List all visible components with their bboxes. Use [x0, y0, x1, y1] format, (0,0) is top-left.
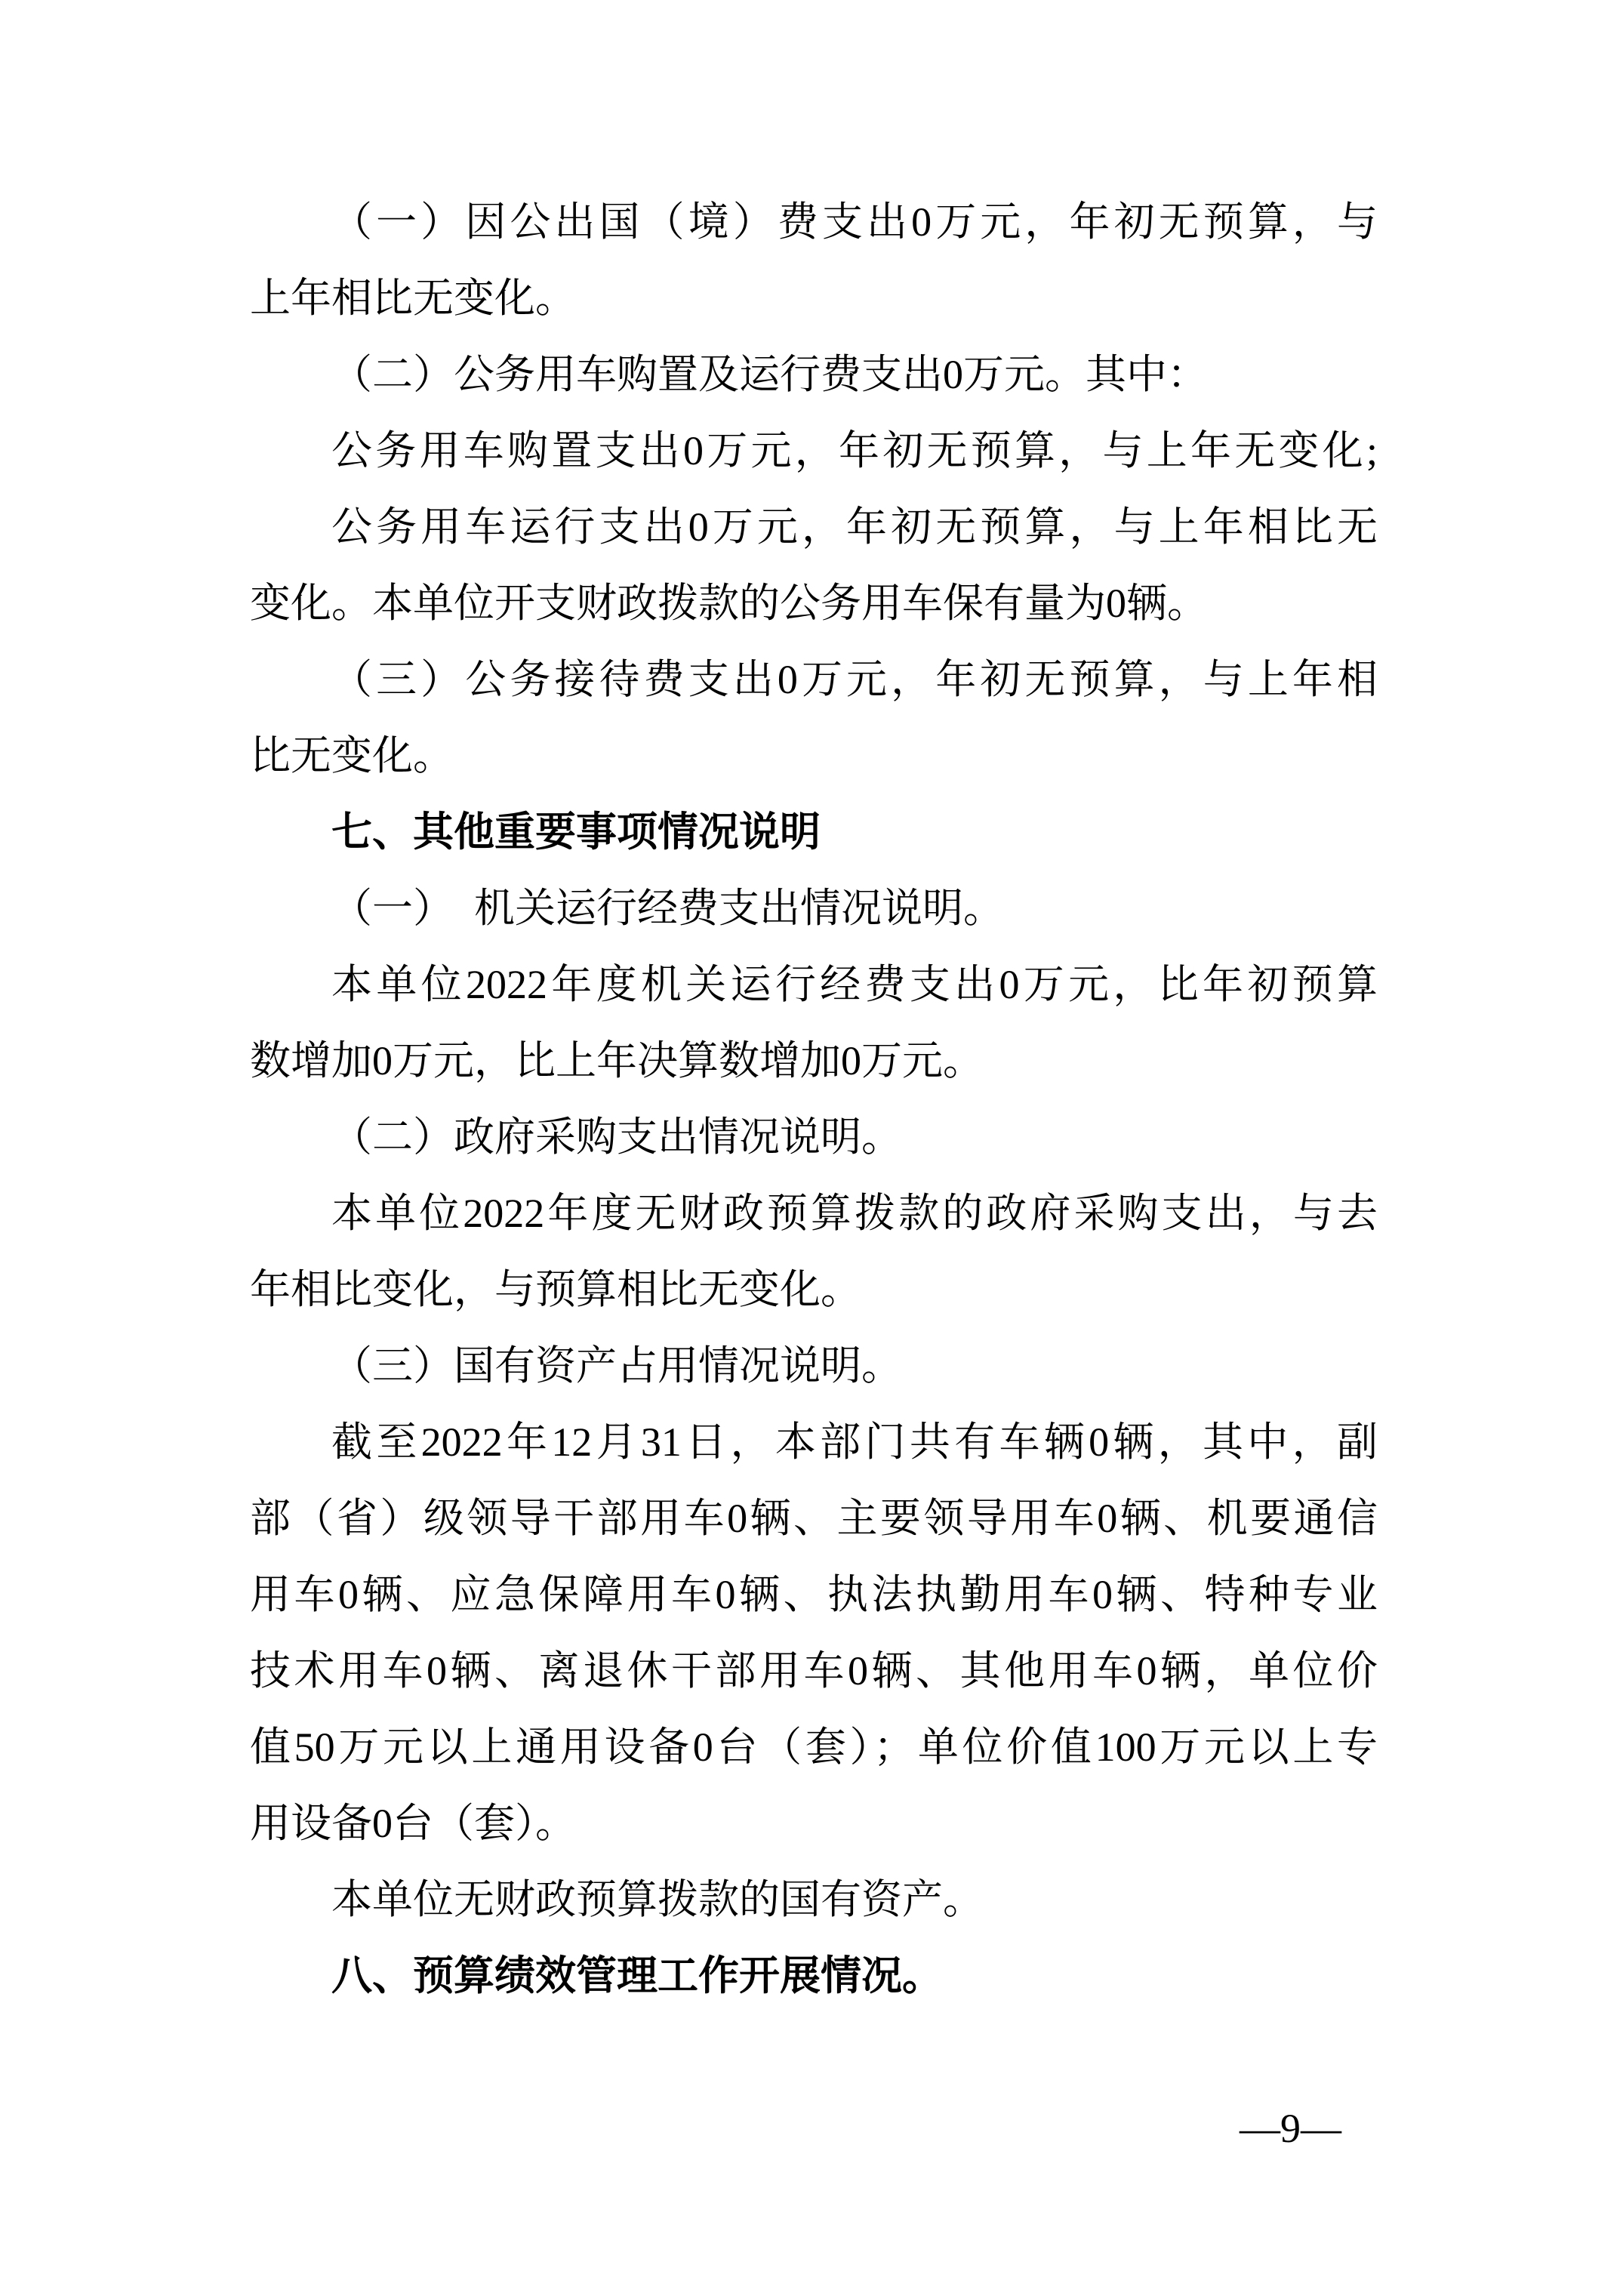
- paragraph-line-state-assets: 截至2022年12月31日，本部门共有车辆0辆，其中，副: [331, 1419, 1378, 1465]
- section-8-heading: 八、预算绩效管理工作开展情况。: [331, 1953, 943, 1999]
- subsection-2-heading: （二）政府采购支出情况说明。: [331, 1114, 902, 1160]
- subsection-3-heading: （三）国有资产占用情况说明。: [331, 1343, 902, 1388]
- paragraph-line-no-fiscal-assets: 本单位无财政预算拨款的国有资产。: [331, 1877, 984, 1922]
- page-number: —9—: [1240, 2106, 1341, 2151]
- paragraph-line: 年相比变化，与预算相比无变化。: [250, 1267, 861, 1312]
- paragraph-line: 数增加0万元，比上年决算数增加0万元。: [250, 1038, 984, 1083]
- paragraph-line: 上年相比无变化。: [250, 276, 576, 321]
- blank-line: [250, 2014, 1378, 2091]
- paragraph-line: 比无变化。: [250, 733, 454, 778]
- paragraph-line: 变化。本单位开支财政拨款的公务用车保有量为0辆。: [250, 581, 1208, 626]
- paragraph-line-official-vehicle: （二）公务用车购置及运行费支出0万元。其中：: [331, 352, 1208, 397]
- paragraph-line-vehicle-purchase: 公务用车购置支出0万元，年初无预算，与上年无变化;: [331, 428, 1378, 473]
- paragraph-line-gov-procurement: 本单位2022年度无财政预算拨款的政府采购支出，与去: [331, 1191, 1378, 1236]
- paragraph-line: 技术用车0辆、离退休干部用车0辆、其他用车0辆，单位价: [250, 1648, 1378, 1693]
- paragraph-line-vehicle-operation: 公务用车运行支出0万元，年初无预算，与上年相比无: [331, 504, 1378, 550]
- paragraph-line: 用车0辆、应急保障用车0辆、执法执勤用车0辆、特种专业: [250, 1572, 1378, 1617]
- document-body: [250, 184, 1378, 2167]
- paragraph-line: 用设备0台（套）。: [250, 1801, 576, 1846]
- paragraph-line: 值50万元以上通用设备0台（套）；单位价值100万元以上专: [250, 1724, 1378, 1770]
- paragraph-line-operating-expense: 本单位2022年度机关运行经费支出0万元，比年初预算: [331, 962, 1378, 1007]
- paragraph-line: 部（省）级领导干部用车0辆、主要领导用车0辆、机要通信: [250, 1496, 1378, 1541]
- subsection-1-heading: （一） 机关运行经费支出情况说明。: [331, 886, 1004, 931]
- section-7-heading: 七、其他重要事项情况说明: [331, 809, 821, 855]
- paragraph-line-outbound-travel: （一）因公出国（境）费支出0万元，年初无预算，与: [331, 199, 1378, 245]
- paragraph-line-official-reception: （三）公务接待费支出0万元，年初无预算，与上年相: [331, 657, 1378, 702]
